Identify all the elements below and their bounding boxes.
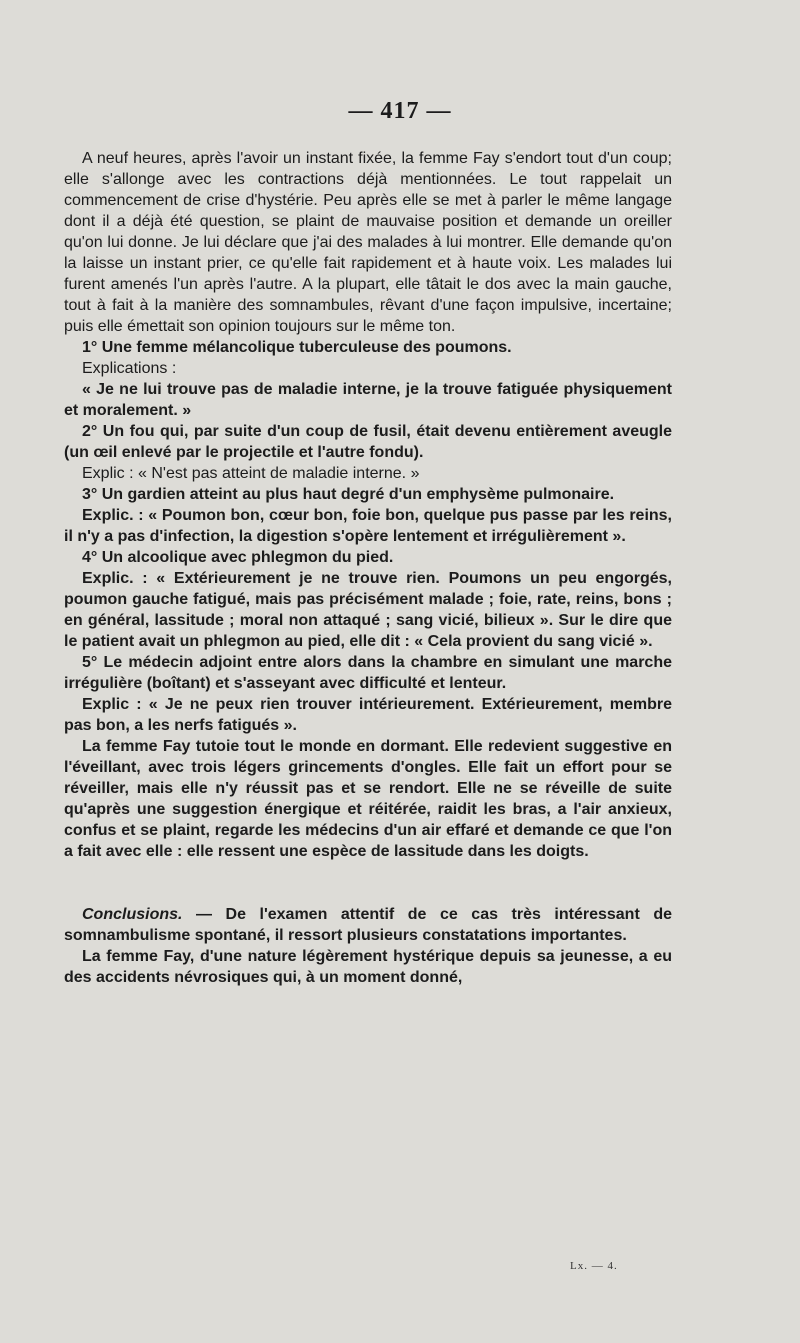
conclusions-paragraph [64,904,672,946]
signature-mark: Lx. — 4. [570,1260,618,1272]
conclusions-heading: Conclusions. [82,906,183,923]
body-text [64,148,672,988]
case-1-explanation: « Je ne lui trouve pas de maladie interne, je la trouve fatiguée physiquement et moralement. » [64,381,672,419]
case-4-title: 4° Un alcoolique avec phlegmon du pied. [82,549,394,566]
case-4-explanation: Explic. : « Extérieurement je ne trouve rien. Poumons un peu engorgés, poumon gauche fatigué, mais pas précisément malade ; foie, rate, reins, bons ; en général, lassitude ; moral non attaqué ; sang vicié, bilieux ». Sur le dire que le patient avait un phlegmon au pied, elle dit : « Cela provient du sang vicié ». [64,570,672,650]
paragraph-opening: A neuf heures, après l'avoir un instant fixée, la femme Fay s'endort tout d'un coup; elle s'allonge avec les contractions déjà mentionnées. Le tout rappelait un commencement de crise d'hystérie. Peu après elle se met à parler le même langage dont il a déjà été question, se plaint de mauvaise position et demande un oreiller qu'on lui donne. Je lui déclare que j'ai des malades à lui montrer. Elle demande qu'on la laisse un instant prier, ce qu'elle fait rapidement et à haute voix. Les malades lui furent amenés l'un après l'autre. A la plupart, elle tâtait le dos avec la main gauche, tout à fait à la manière des somnambules, rêvant d'une façon impulsive, incertaine; puis elle émettait son opinion toujours sur le même ton. [64,150,672,335]
case-5-explanation: Explic : « Je ne peux rien trouver intérieurement. Extérieurement, membre pas bon, a les nerfs fatigués ». [64,696,672,734]
case-5-title: 5° Le médecin adjoint entre alors dans la chambre en simulant une marche irrégulière (boîtant) et s'asseyant avec difficulté et lenteur. [64,654,672,692]
case-3-title: 3° Un gardien atteint au plus haut degré d'un emphysème pulmonaire. [82,486,615,503]
paragraph-final: La femme Fay, d'une nature légèrement hystérique depuis sa jeunesse, a eu des accidents névrosiques qui, à un moment donné, [64,948,672,986]
case-2-explanation: Explic : « N'est pas atteint de maladie interne. » [82,465,420,482]
case-3-explanation: Explic. : « Poumon bon, cœur bon, foie bon, quelque pus passe par les reins, il n'y a pas d'infection, la digestion s'opère lentement et irrégulièrement ». [64,507,672,545]
conclusions-text: — De l'examen attentif de ce cas très intéressant de somnambulisme spontané, il ressort plusieurs constatations importantes. [64,906,672,944]
case-1-title: 1° Une femme mélancolique tuberculeuse des poumons. [82,339,512,356]
case-1-explanation-label: Explications : [82,360,177,377]
section-gap [64,862,672,904]
case-2-title: 2° Un fou qui, par suite d'un coup de fusil, était devenu entièrement aveugle (un œil enlevé par le projectile et l'autre fondu). [64,423,672,461]
paragraph-awakening: La femme Fay tutoie tout le monde en dormant. Elle redevient suggestive en l'éveillant, avec trois légers grincements d'ongles. Elle fait un effort pour se réveiller, mais elle n'y réussit pas et se rendort. Elle ne se réveille de suite qu'après une suggestion énergique et réitérée, raidit les bras, a l'air anxieux, confus et se plaint, regarde les médecins d'un air effaré et demande ce que l'on a fait avec elle : elle ressent une espèce de lassitude dans les doigts. [64,738,672,860]
page-number: — 417 — [348,98,452,124]
